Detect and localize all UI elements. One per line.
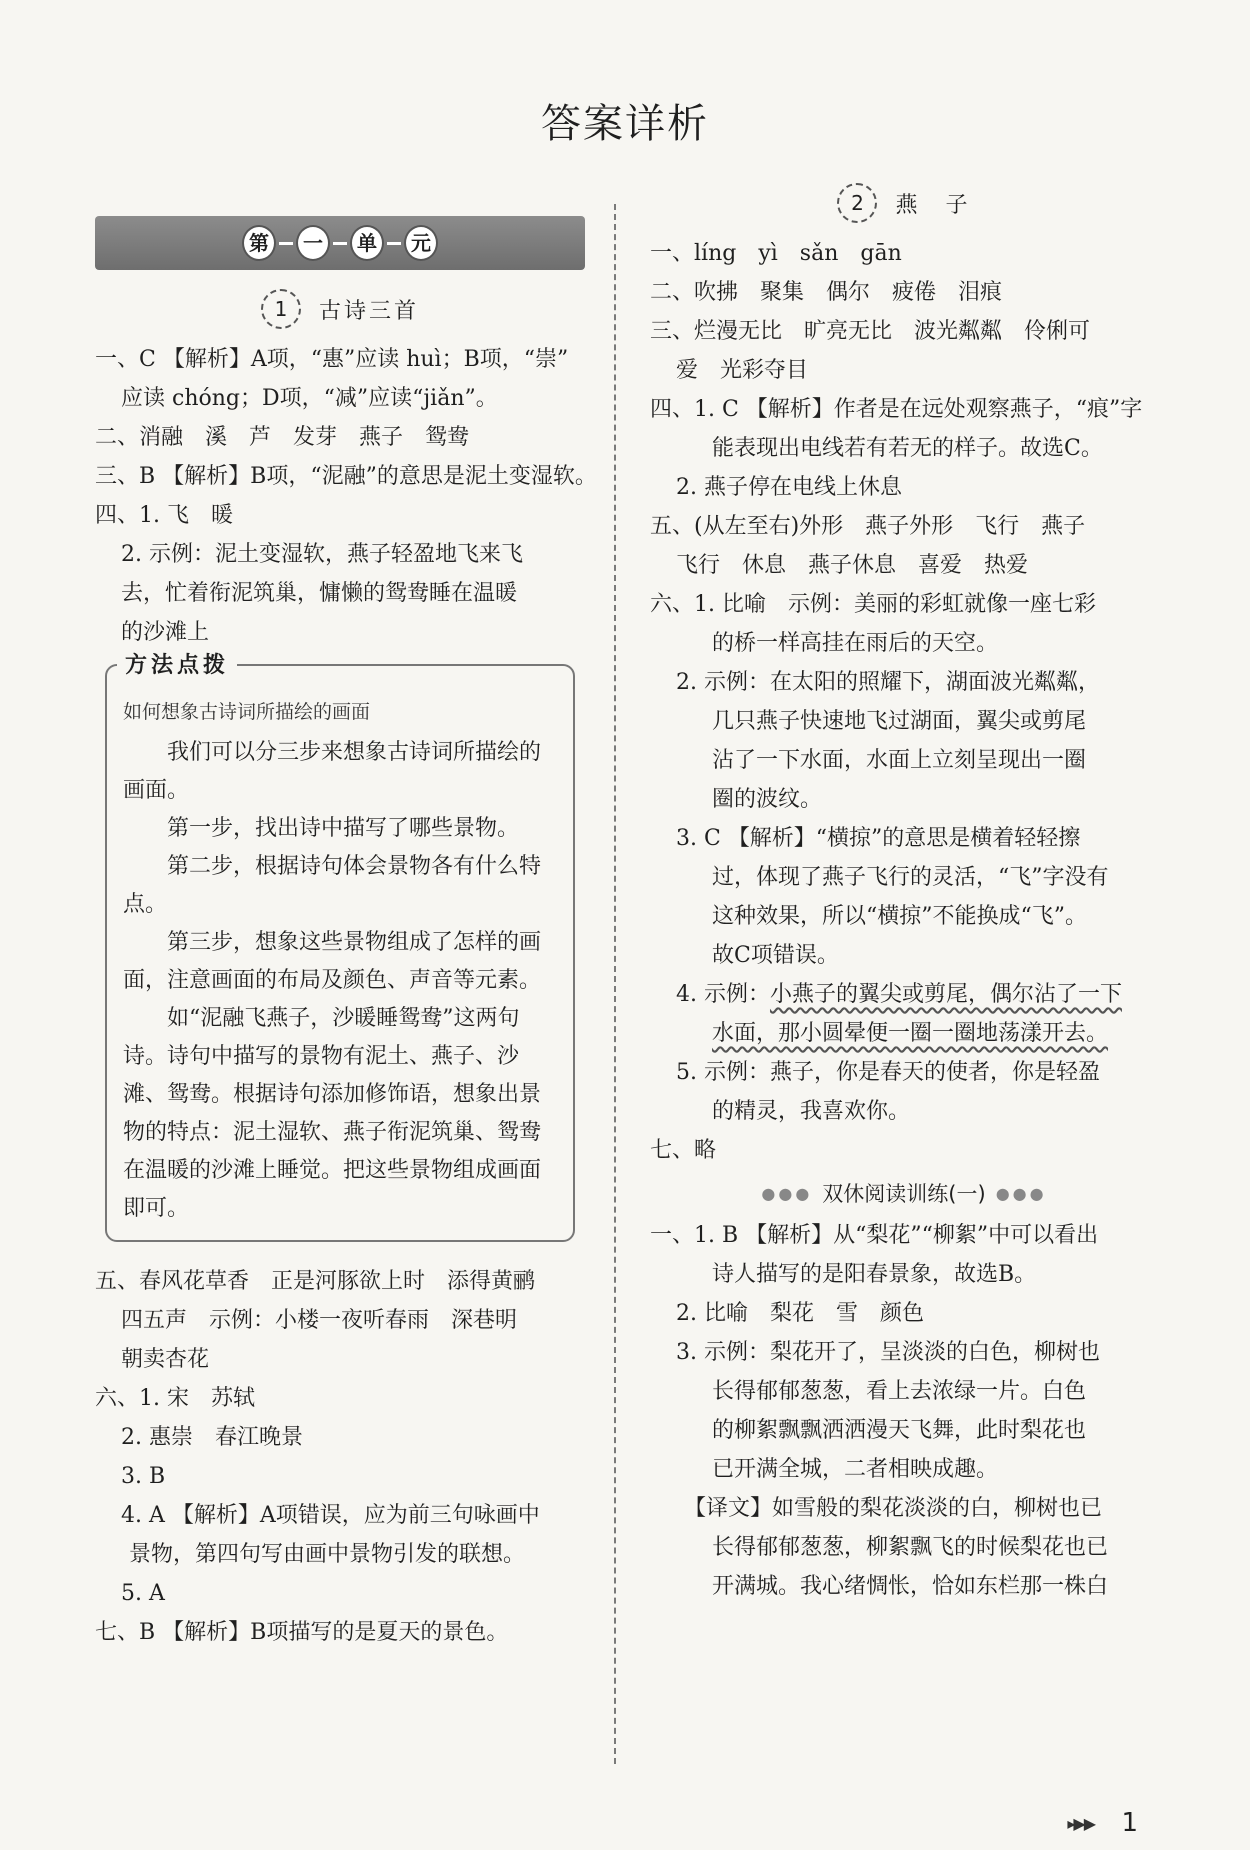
answer-line: 2. 惠崇 春江晚景 [121, 1425, 303, 1450]
answer-line: 一、C 【解析】A项，“惠”应读 huì；B项，“崇” [95, 347, 569, 372]
unit-separator [279, 242, 293, 245]
lesson-title: 古诗三首 [318, 298, 419, 324]
answer-line: 四五声 示例：小楼一夜听春雨 深巷明 [121, 1308, 518, 1333]
quoted-sentence: 小燕子的翼尖或剪尾，偶尔沾了一下 [769, 982, 1122, 1007]
answer-line [650, 1014, 1158, 1053]
unit-separator [387, 242, 401, 245]
answer-line: 三、B 【解析】B项，“泥融”的意思是泥土变湿软。 [95, 464, 597, 489]
right-column [650, 186, 1158, 1606]
weekend-title: 双休阅读训练(一) [822, 1182, 986, 1206]
method-subtitle: 如何想象古诗词所描绘的画面 [123, 701, 371, 723]
answer-prefix: 4. 示例： [676, 982, 770, 1007]
answer-line: 沾了一下水面，水面上立刻呈现出一圈 [712, 748, 1087, 773]
page-number: 1 [1121, 1808, 1138, 1838]
answer-line: 二、吹拂 聚集 偶尔 疲倦 泪痕 [650, 280, 1003, 305]
method-paragraph: 第二步，根据诗句体会景物各有什么特点。 [123, 854, 542, 917]
answer-line: 4. A 【解析】A项错误，应为前三句咏画中 [121, 1503, 540, 1528]
lesson-number: 2 [837, 183, 877, 223]
answer-line [650, 975, 1158, 1014]
answer-line: 五、春风花草香 正是河豚欲上时 添得黄鹂 [95, 1269, 536, 1294]
unit-banner [95, 216, 585, 270]
answer-line: 四、1. 飞 暖 [95, 503, 233, 528]
lesson-title: 燕 子 [895, 192, 971, 218]
answer-line: 几只燕子快速地飞过湖面，翼尖或剪尾 [712, 709, 1087, 734]
answer-line: 一、líng yì sǎn gān [650, 241, 902, 266]
answer-line: 2. 燕子停在电线上休息 [676, 475, 902, 500]
answer-line: 五、(从左至右)外形 燕子外形 飞行 燕子 [650, 514, 1086, 539]
lesson-heading [650, 178, 1158, 228]
answer-line: 3. B [121, 1464, 166, 1489]
lesson-heading [95, 284, 585, 334]
answer-line: 这种效果，所以“横掠”不能换成“飞”。 [712, 904, 1087, 929]
answer-line: 三、烂漫无比 旷亮无比 波光粼粼 伶俐可 [650, 319, 1091, 344]
answer-line: 圈的波纹。 [712, 787, 823, 812]
answer-line: 的沙滩上 [121, 620, 210, 645]
translation-line: 开满城。我心绪惆怅，恰如东栏那一株白 [712, 1574, 1109, 1599]
unit-char: 单 [350, 225, 384, 261]
left-column [95, 186, 597, 1652]
lesson-number: 1 [261, 289, 301, 329]
translation-line: 【译文】如雪般的梨花淡淡的白，柳树也已 [684, 1496, 1103, 1521]
translation-line: 长得郁郁葱葱，柳絮飘飞的时候梨花也已 [712, 1535, 1109, 1560]
answer-line: 故C项错误。 [712, 943, 839, 968]
answer-line: 的柳絮飘飘洒洒漫天飞舞，此时梨花也 [712, 1418, 1087, 1443]
method-paragraph: 如“泥融飞燕子，沙暖睡鸳鸯”这两句诗。诗句中描写的景物有泥土、燕子、沙滩、鸳鸯。根据诗句添加修饰语，想象出景物的特点：泥土湿软、燕子衔泥筑巢、鸳鸯在温暖的沙滩上睡觉。把这些景物组成画面即可。 [123, 1006, 542, 1221]
method-paragraph: 第一步，找出诗中描写了哪些景物。 [167, 816, 520, 841]
answer-line: 的精灵，我喜欢你。 [712, 1099, 911, 1124]
decor-dots: ●●● [995, 1183, 1047, 1203]
answer-line: 朝卖杏花 [121, 1347, 210, 1372]
answer-line: 长得郁郁葱葱，看上去浓绿一片。白色 [712, 1379, 1087, 1404]
page-arrows-icon: ▸▶▶ [1067, 1814, 1094, 1833]
unit-char: 一 [296, 225, 330, 261]
weekend-reading-heading [650, 1170, 1158, 1216]
answer-line: 六、1. 宋 苏轼 [95, 1386, 255, 1411]
answer-line: 能表现出电线若有若无的样子。故选C。 [712, 436, 1103, 461]
answer-line: 去，忙着衔泥筑巢，慵懒的鸳鸯睡在温暖 [121, 581, 518, 606]
unit-separator [333, 242, 347, 245]
answer-line: 爱 光彩夺目 [676, 358, 809, 383]
answer-line: 景物，第四句写由画中景物引发的联想。 [129, 1542, 526, 1567]
answer-line: 3. 示例：梨花开了，呈淡淡的白色，柳树也 [676, 1340, 1100, 1365]
decor-dots: ●●● [761, 1183, 813, 1203]
answer-line: 四、1. C 【解析】作者是在远处观察燕子，“痕”字 [650, 397, 1143, 422]
quoted-sentence: 水面，那小圆晕便一圈一圈地荡漾开去。 [712, 1021, 1109, 1046]
method-tag: 方法点拨 [117, 648, 237, 679]
unit-char: 第 [242, 225, 276, 261]
answer-line: 2. 比喻 梨花 雪 颜色 [676, 1301, 924, 1326]
column-divider [614, 204, 616, 1764]
answer-line: 2. 示例：泥土变湿软，燕子轻盈地飞来飞 [121, 542, 523, 567]
answer-line: 已开满全城，二者相映成趣。 [712, 1457, 999, 1482]
answer-line: 二、消融 溪 芦 发芽 燕子 鸳鸯 [95, 425, 470, 450]
answer-line: 飞行 休息 燕子休息 喜爱 热爱 [676, 553, 1029, 578]
answer-line: 过，体现了燕子飞行的灵活，“飞”字没有 [712, 865, 1109, 890]
answer-line: 七、略 [650, 1138, 717, 1163]
page-title: 答案详析 [541, 101, 709, 147]
answer-line: 5. A [121, 1581, 165, 1606]
method-box [105, 653, 575, 1242]
answer-line: 2. 示例：在太阳的照耀下，湖面波光粼粼， [676, 670, 1100, 695]
answer-line: 诗人描写的是阳春景象，故选B。 [712, 1262, 1037, 1287]
answer-line: 一、1. B 【解析】从“梨花”“柳絮”中可以看出 [650, 1223, 1099, 1248]
method-paragraph: 第三步，想象这些景物组成了怎样的画面，注意画面的布局及颜色、声音等元素。 [123, 930, 542, 993]
answer-line: 六、1. 比喻 示例：美丽的彩虹就像一座七彩 [650, 592, 1096, 617]
unit-char: 元 [404, 225, 438, 261]
answer-line: 七、B 【解析】B项描写的是夏天的景色。 [95, 1620, 509, 1645]
method-paragraph: 我们可以分三步来想象古诗词所描绘的画面。 [123, 740, 542, 803]
answer-line: 的桥一样高挂在雨后的天空。 [712, 631, 999, 656]
answer-line: 应读 chóng；D项，“减”应读“jiǎn”。 [121, 386, 498, 411]
answer-line: 3. C 【解析】“横掠”的意思是横着轻轻擦 [676, 826, 1081, 851]
answer-line: 5. 示例：燕子，你是春天的使者，你是轻盈 [676, 1060, 1100, 1085]
